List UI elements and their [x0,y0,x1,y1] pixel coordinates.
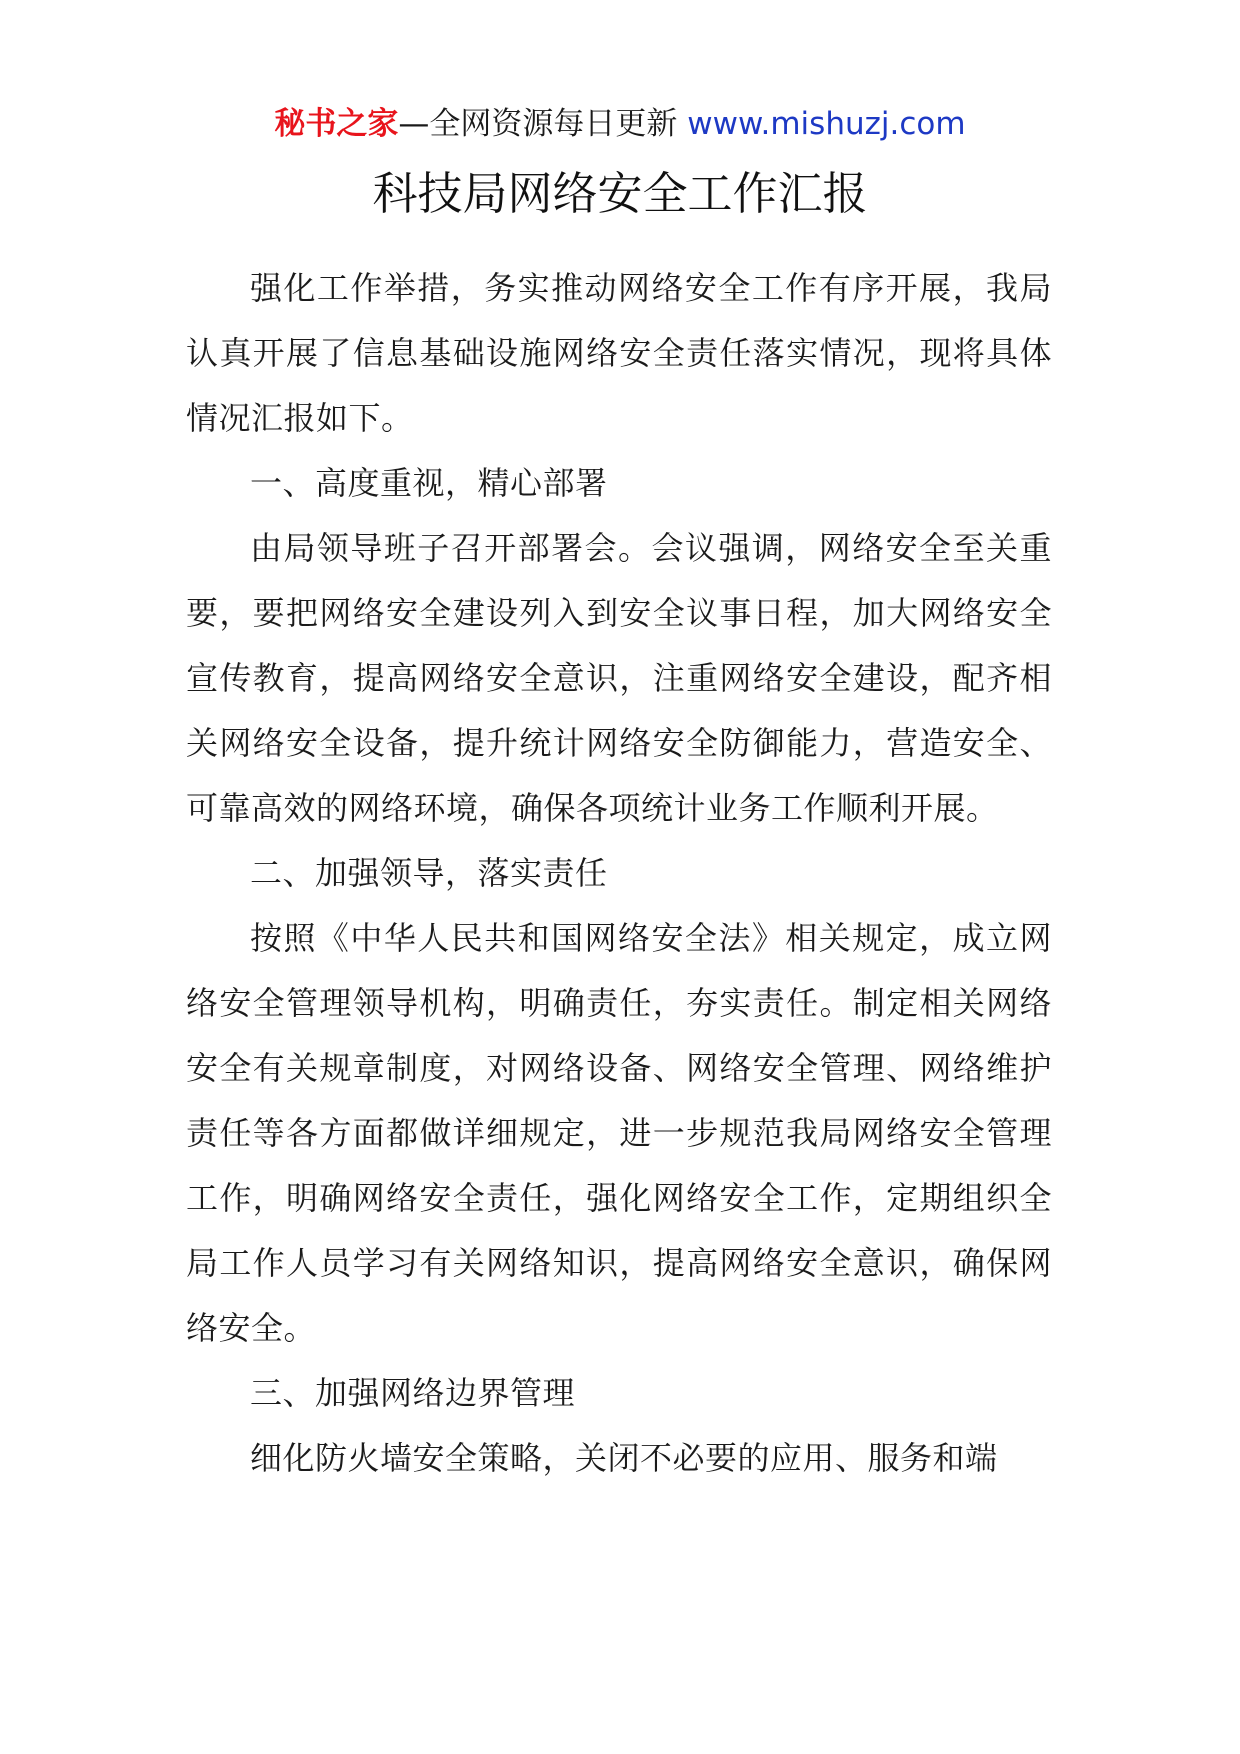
section-heading-1: 一、高度重视，精心部署 [250,464,608,502]
document-title: 科技局网络安全工作汇报 [372,167,868,220]
header-tagline: —全网资源每日更新 [398,106,688,142]
header-banner [0,102,1240,146]
section-2-paragraph: 按照《中华人民共和国网络安全法》相关规定，成立网络安全管理领导机构，明确责任，夯实责任。制定相关网络安全有关规章制度，对网络设备、网络安全管理、网络维护责任等各方面都做详细规定，进一步规范我局网络安全管理工作，明确网络安全责任，强化网络安全工作，定期组织全局工作人员学习有关网络知识，提高网络安全意识，确保网络安全。 [186,919,1052,1347]
document-body [186,256,1052,1491]
section-1-paragraph: 由局领导班子召开部署会。会议强调，网络安全至关重要，要把网络安全建设列入到安全议事日程，加大网络安全宣传教育，提高网络安全意识，注重网络安全建设，配齐相关网络安全设备，提升统计网络安全防御能力，营造安全、可靠高效的网络环境，确保各项统计业务工作顺利开展。 [186,529,1052,827]
brand-name: 秘书之家 [274,106,399,142]
site-url-link[interactable]: www.mishuzj.com [687,106,966,142]
section-heading-3: 三、加强网络边界管理 [250,1374,576,1412]
section-heading-2: 二、加强领导，落实责任 [250,854,608,892]
intro-paragraph: 强化工作举措，务实推动网络安全工作有序开展，我局认真开展了信息基础设施网络安全责任落实情况，现将具体情况汇报如下。 [186,269,1052,437]
section-3-paragraph: 细化防火墙安全策略，关闭不必要的应用、服务和端 [250,1439,998,1477]
